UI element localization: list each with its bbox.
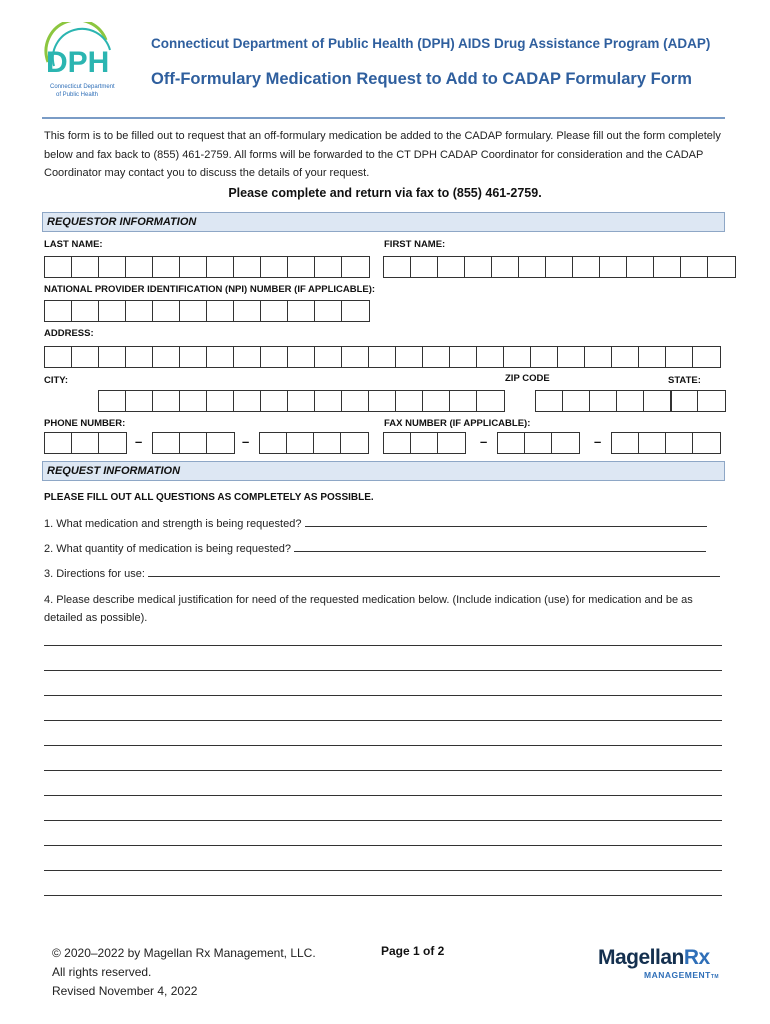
character-box[interactable] [207,391,234,411]
character-box[interactable] [639,433,666,453]
character-box[interactable] [45,257,72,277]
requestor-section-header: REQUESTOR INFORMATION [42,212,725,232]
character-box[interactable] [666,347,693,367]
character-box[interactable] [342,257,369,277]
character-box[interactable] [396,347,423,367]
brand-management: MANAGEMENT [644,970,711,980]
character-box[interactable] [180,433,207,453]
request-instruction: PLEASE FILL OUT ALL QUESTIONS AS COMPLETELY AS POSSIBLE. [44,492,374,503]
character-box[interactable] [536,391,563,411]
character-box[interactable] [261,391,288,411]
character-box[interactable] [153,257,180,277]
character-box[interactable] [519,257,546,277]
character-box[interactable] [552,433,579,453]
state-boxes[interactable] [670,390,726,412]
character-box[interactable] [477,391,504,411]
character-box[interactable] [438,257,465,277]
header-divider [42,117,725,119]
magellan-rx-logo [598,946,728,980]
justification-line[interactable] [44,670,722,671]
character-box[interactable] [153,347,180,367]
character-box[interactable] [563,391,590,411]
fax-line-boxes[interactable] [611,432,721,454]
character-box[interactable] [693,433,720,453]
brand-wordmark [598,946,710,970]
brand-magellan: Magellan [598,946,684,969]
phone-line-boxes[interactable] [259,432,369,454]
character-box[interactable] [411,433,438,453]
character-box[interactable] [180,391,207,411]
question-1 [44,516,707,530]
justification-line[interactable] [44,745,722,746]
phone-separator-1: – [135,434,143,449]
rights-line: All rights reserved. [52,965,152,979]
character-box[interactable] [531,347,558,367]
question-3 [44,566,720,580]
first-name-label: FIRST NAME: [384,239,446,250]
logo-letters: DPH [46,46,110,79]
character-box[interactable] [72,257,99,277]
fax-separator-2: – [594,434,602,449]
character-box[interactable] [261,347,288,367]
character-box[interactable] [666,433,693,453]
brand-rx: Rx [683,946,710,969]
question-1-text: 1. What medication and strength is being requested? [44,518,302,530]
character-box[interactable] [341,433,368,453]
character-box[interactable] [693,347,720,367]
character-box[interactable] [698,391,725,411]
justification-line[interactable] [44,770,722,771]
request-section-header: REQUEST INFORMATION [42,461,725,481]
character-box[interactable] [654,257,681,277]
address-boxes[interactable] [44,346,721,368]
question-2-text: 2. What quantity of medication is being requested? [44,543,292,555]
character-box[interactable] [617,391,644,411]
brand-trademark: TM [710,974,720,980]
character-box[interactable] [72,433,99,453]
question-2 [44,541,706,555]
character-box[interactable] [261,301,288,321]
fax-area-code-boxes[interactable] [383,432,466,454]
character-box[interactable] [639,347,666,367]
justification-line[interactable] [44,795,722,796]
question-4-text: 4. Please describe medical justification for need of the requested medication below. (Include indication (use) for medication and be as detailed as possible). [44,594,693,624]
character-box[interactable] [546,257,573,277]
character-box[interactable] [72,347,99,367]
character-box[interactable] [411,257,438,277]
character-box[interactable] [287,433,314,453]
phone-label: PHONE NUMBER: [44,418,126,429]
character-box[interactable] [126,301,153,321]
character-box[interactable] [671,391,698,411]
question-1-answer-line[interactable] [305,516,707,527]
character-box[interactable] [207,301,234,321]
character-box[interactable] [126,347,153,367]
logo-caption-2: of Public Health [56,92,99,98]
character-box[interactable] [180,347,207,367]
character-box[interactable] [384,433,411,453]
character-box[interactable] [180,257,207,277]
character-box[interactable] [590,391,617,411]
phone-area-code-boxes[interactable] [44,432,127,454]
character-box[interactable] [342,301,369,321]
dph-logo [40,22,122,106]
character-box[interactable] [504,347,531,367]
character-box[interactable] [288,347,315,367]
state-label: STATE: [668,375,701,386]
question-3-answer-line[interactable] [148,566,720,577]
character-box[interactable] [423,347,450,367]
character-box[interactable] [315,391,342,411]
character-box[interactable] [438,433,465,453]
character-box[interactable] [234,257,261,277]
character-box[interactable] [45,347,72,367]
character-box[interactable] [45,301,72,321]
character-box[interactable] [384,257,411,277]
character-box[interactable] [153,391,180,411]
character-box[interactable] [288,257,315,277]
character-box[interactable] [342,391,369,411]
character-box[interactable] [627,257,654,277]
character-box[interactable] [207,257,234,277]
character-box[interactable] [99,257,126,277]
organization-name: Connecticut Department of Public Health (DPH) AIDS Drug Assistance Program (ADAP) [151,36,711,51]
revised-line: Revised November 4, 2022 [52,984,198,998]
character-box[interactable] [600,257,627,277]
zip-code-label: ZIP CODE [505,373,550,384]
character-box[interactable] [369,391,396,411]
address-label: ADDRESS: [44,328,94,339]
logo-caption-1: Connecticut Department [50,84,115,90]
character-box[interactable] [126,391,153,411]
character-box[interactable] [573,257,600,277]
character-box[interactable] [314,433,341,453]
brand-subtitle [644,970,719,980]
character-box[interactable] [315,257,342,277]
character-box[interactable] [261,257,288,277]
question-3-text: 3. Directions for use: [44,568,145,580]
character-box[interactable] [644,391,671,411]
fax-instruction: Please complete and return via fax to (855) 461-2759. [228,186,542,200]
fax-label: FAX NUMBER (IF APPLICABLE): [384,418,531,429]
character-box[interactable] [72,301,99,321]
first-name-boxes[interactable] [383,256,736,278]
character-box[interactable] [612,347,639,367]
npi-label: NATIONAL PROVIDER IDENTIFICATION (NPI) NUMBER (IF APPLICABLE): [44,284,376,295]
character-box[interactable] [396,391,423,411]
character-box[interactable] [450,347,477,367]
character-box[interactable] [612,433,639,453]
last-name-label: LAST NAME: [44,239,103,250]
character-box[interactable] [234,301,261,321]
character-box[interactable] [708,257,735,277]
character-box[interactable] [45,433,72,453]
last-name-boxes[interactable] [44,256,370,278]
fax-separator-1: – [480,434,488,449]
phone-prefix-boxes[interactable] [152,432,235,454]
character-box[interactable] [342,347,369,367]
page-number: Page 1 of 2 [381,944,445,958]
justification-line[interactable] [44,720,722,721]
form-title: Off-Formulary Medication Request to Add to CADAP Formulary Form [151,70,692,88]
character-box[interactable] [369,347,396,367]
character-box[interactable] [234,347,261,367]
character-box[interactable] [477,347,504,367]
city-label: CITY: [44,375,69,386]
footer-copyright [52,944,316,1001]
character-box[interactable] [288,301,315,321]
character-box[interactable] [234,391,261,411]
fax-prefix-boxes[interactable] [497,432,580,454]
character-box[interactable] [525,433,552,453]
intro-paragraph: This form is to be filled out to request that an off-formulary medication be added to the CADAP formulary. Please fill out the form completely below and fax back to (855) 461-2759. All forms will be forwarded to the CT DPH CADAP Coordinator for consideration and the CADAP Coordinator may contact you to discuss the details of your request. [44,130,721,179]
justification-line[interactable] [44,820,722,821]
character-box[interactable] [498,433,525,453]
justification-line[interactable] [44,895,722,896]
character-box[interactable] [153,433,180,453]
phone-separator-2: – [242,434,250,449]
question-2-answer-line[interactable] [294,541,706,552]
character-box[interactable] [207,347,234,367]
character-box[interactable] [288,391,315,411]
city-boxes[interactable] [98,390,505,412]
character-box[interactable] [492,257,519,277]
zip-code-boxes[interactable] [535,390,672,412]
character-box[interactable] [99,391,126,411]
justification-line[interactable] [44,695,722,696]
character-box[interactable] [99,433,126,453]
character-box[interactable] [423,391,450,411]
character-box[interactable] [180,301,207,321]
character-box[interactable] [585,347,612,367]
justification-line[interactable] [44,845,722,846]
character-box[interactable] [315,347,342,367]
justification-line[interactable] [44,870,722,871]
character-box[interactable] [99,347,126,367]
character-box[interactable] [207,433,234,453]
character-box[interactable] [315,301,342,321]
character-box[interactable] [450,391,477,411]
character-box[interactable] [153,301,180,321]
character-box[interactable] [681,257,708,277]
character-box[interactable] [465,257,492,277]
copyright-line: © 2020–2022 by Magellan Rx Management, LLC. [52,946,316,960]
character-box[interactable] [260,433,287,453]
character-box[interactable] [99,301,126,321]
justification-line[interactable] [44,645,722,646]
npi-boxes[interactable] [44,300,370,322]
character-box[interactable] [126,257,153,277]
character-box[interactable] [558,347,585,367]
